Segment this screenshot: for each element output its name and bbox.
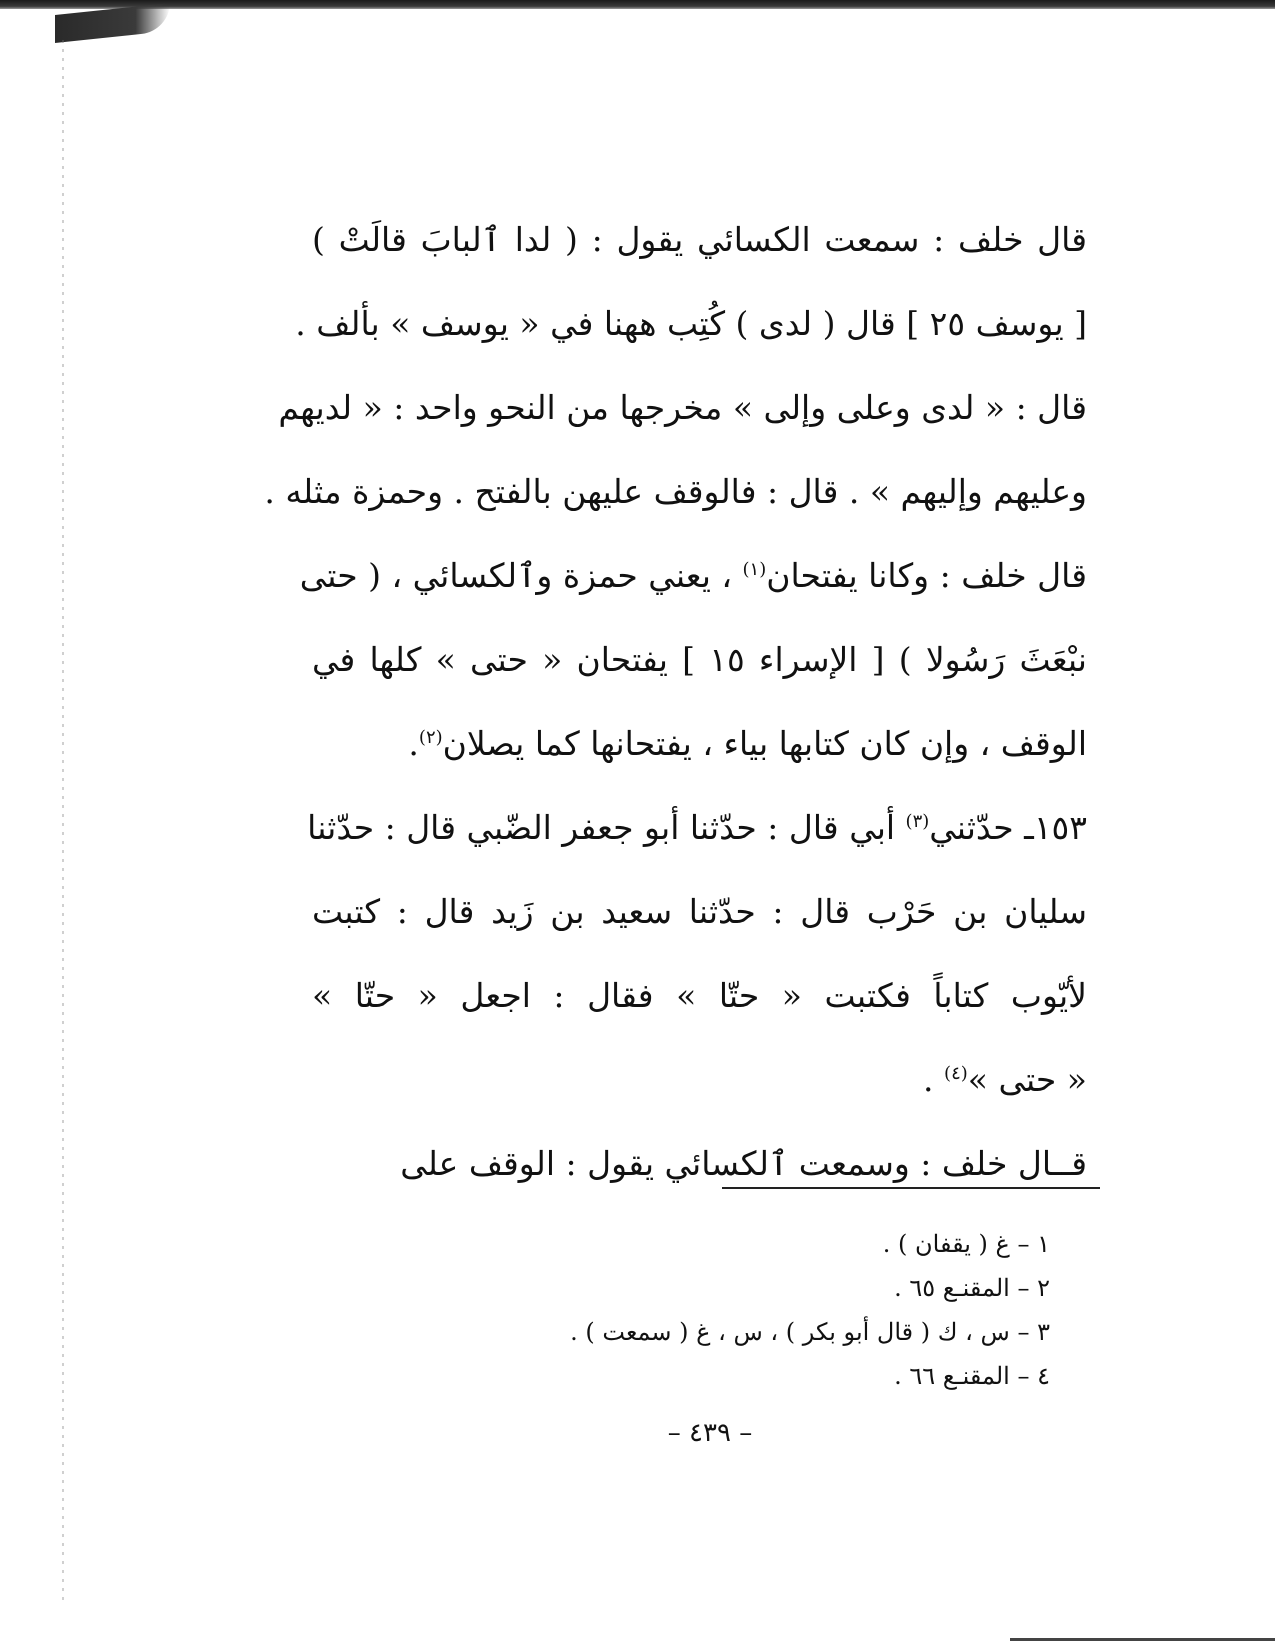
scan-left-edge-artifact: [62, 40, 64, 1600]
page-number: – ٤٣٩ –: [667, 1418, 753, 1448]
text-line: ١٥٣ـ حدّثني$^{(٣)}$ أبي قال : حدّثنا أبو جعفر الضّبي قال : حدّثنا: [307, 808, 1087, 847]
footnote-marker-3: (٣): [905, 811, 930, 832]
main-text: [264, 198, 1087, 1206]
text-line: لأيّوب كتاباً فكتبت « حتّا » فقال : اجعل « حتّا »: [312, 976, 1087, 1015]
text-line: قال خلف : وكانا يفتحان$^{(١)}$ ، يعني حمزة وٱلكسائي ، ( حتى: [299, 556, 1087, 595]
text-line: قــال خلف : وسمعت ٱلكسائي يقول : الوقف على: [400, 1144, 1087, 1183]
footnote-marker-4: (٤): [944, 1063, 968, 1084]
scan-bottom-edge-artifact: [1010, 1638, 1275, 1641]
text-line: الوقف ، وإن كان كتابها بياء ، يفتحانها كما يصلان$^{(٢)}$.: [408, 724, 1087, 763]
footnote-2: ٢ – المقنـع ٦٥ .: [894, 1274, 1050, 1302]
footnotes: [440, 1222, 1050, 1398]
text-line: « حتى »$^{(٤)}$ .: [923, 1060, 1087, 1099]
text-line: قال خلف : سمعت الكسائي يقول : ( لدا ٱلبابَ قالَتْ ): [312, 220, 1087, 259]
text-line: [ يوسف ٢٥ ] قال ( لدى ) كُتِب ههنا في « يوسف » بألف .: [295, 304, 1087, 343]
scan-top-border: [0, 0, 1275, 9]
footnote-1: ١ – غ ( يقفان ) .: [882, 1230, 1050, 1258]
footnote-4: ٤ – المقنـع ٦٦ .: [894, 1362, 1050, 1390]
text-line: وعليهم وإليهم » . قال : فالوقف عليهن بالفتح . وحمزة مثله .: [264, 472, 1087, 511]
footnote-3: ٣ – س ، ك ( قال أبو بكر ) ، س ، غ ( سمعت ) .: [570, 1318, 1050, 1346]
footnote-marker-2: (٢): [418, 727, 443, 748]
paragraph-1: [264, 198, 1087, 534]
text-line: سليان بن حَرْب قال : حدّثنا سعيد بن زَيد قال : كتبت: [312, 892, 1087, 931]
text-line: قال : « لدى وعلى وإلى » مخرجها من النحو واحد : « لديهم: [278, 388, 1087, 427]
paragraph-4: [312, 1122, 1087, 1206]
paragraph-2: [299, 534, 1087, 786]
text-line: نبْعَثَ رَسُولا ) [ الإسراء ١٥ ] يفتحان « حتى » كلها في: [312, 640, 1087, 679]
paragraph-3: [307, 786, 1087, 1122]
footnote-marker-1: (١): [742, 559, 767, 580]
footnote-separator: [722, 1187, 1100, 1189]
